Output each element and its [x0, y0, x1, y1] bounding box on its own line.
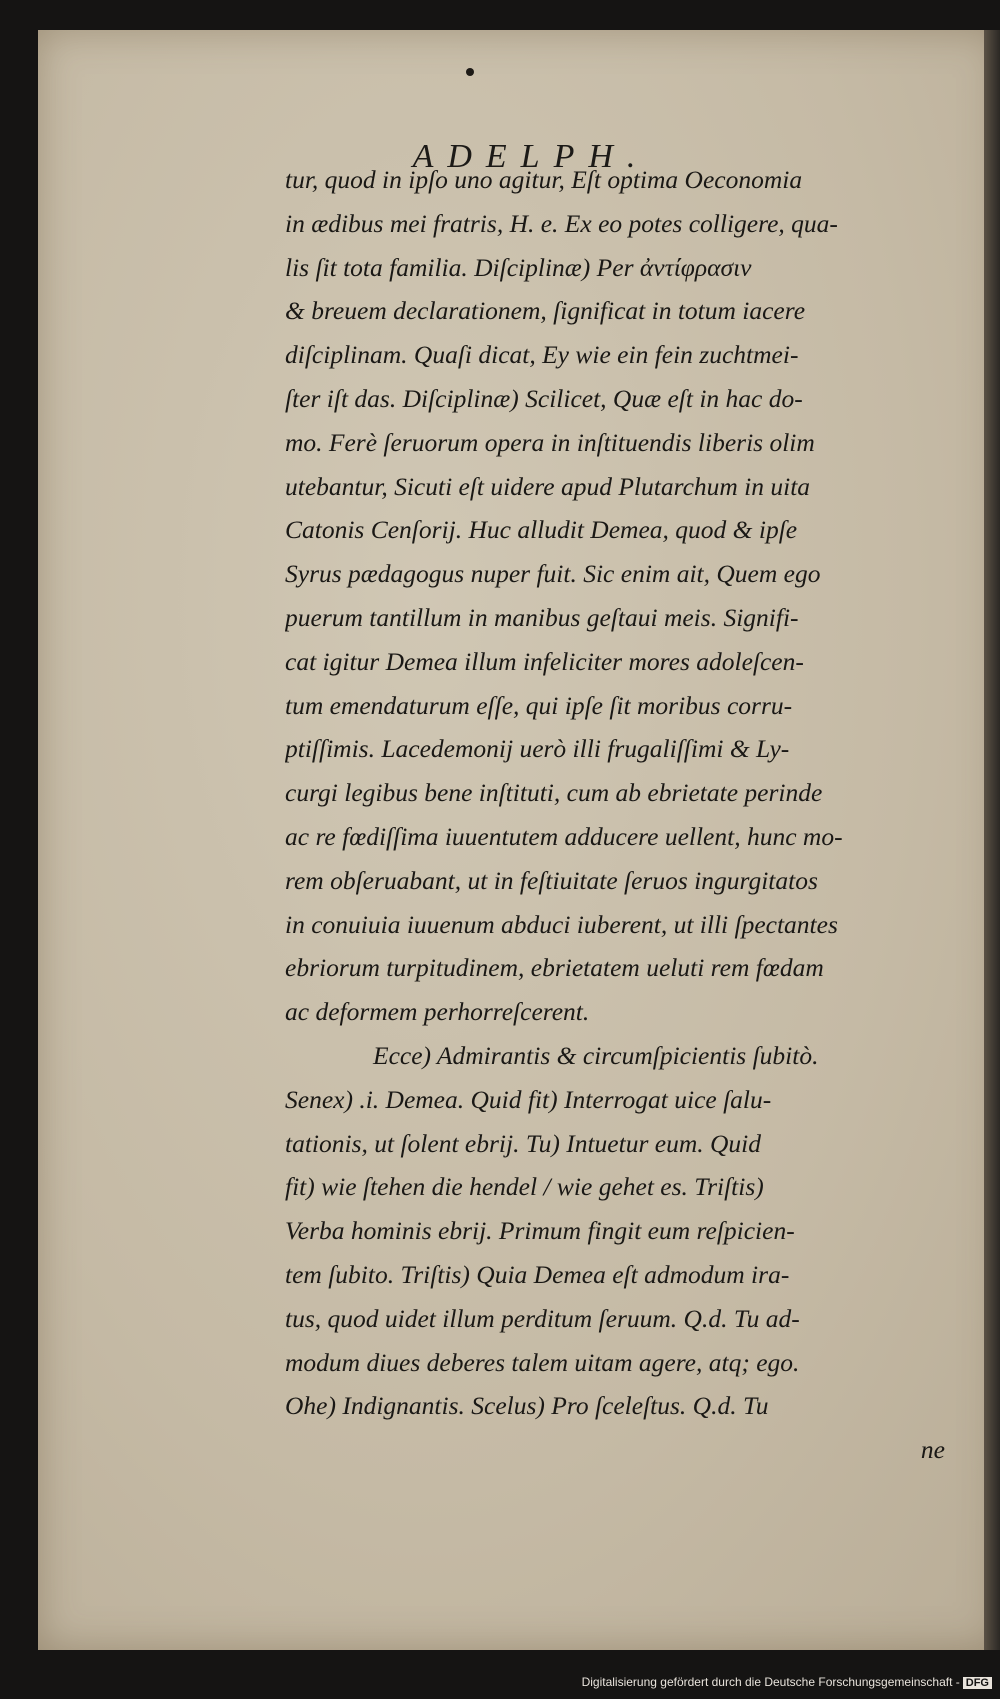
dfg-logo: DFG	[963, 1677, 992, 1689]
text-line: ac deformem perhorreſcerent.	[285, 997, 590, 1027]
text-line: ac re fœdiſſima iuuentutem adducere uellent, hunc mo-	[285, 821, 843, 851]
text-line: in conuiuia iuuenum abduci iuberent, ut illi ſpectantes	[285, 909, 838, 939]
text-line: ebriorum turpitudinem, ebrietatem ueluti rem fœdam	[285, 953, 824, 983]
text-line: rem obſeruabant, ut in feſtiuitate ſeruos ingurgitatos	[285, 865, 818, 895]
page-edge	[984, 30, 1000, 1650]
text-line: Senex) .i. Demea. Quid fit) Interrogat uice ſalu-	[285, 1084, 772, 1114]
text-line: lis ſit tota familia. Diſciplinæ) Per ἀντίφρασιν	[285, 252, 752, 282]
pin-mark	[466, 68, 474, 76]
text-line: tus, quod uidet illum perditum ſeruum. Q.d. Tu ad-	[285, 1303, 800, 1333]
text-line: & breuem declarationem, ſignificat in totum iacere	[285, 296, 806, 326]
text-line-indented: Ecce) Admirantis & circumſpicientis ſubitò.	[373, 1040, 819, 1070]
text-line: tum emendaturum eſſe, qui ipſe ſit moribus corru-	[285, 690, 793, 720]
text-line: tur, quod in ipſo uno agitur, Eſt optima Oeconomia	[285, 165, 803, 194]
text-line: ſter iſt das. Diſciplinæ) Scilicet, Quæ eſt in hac do-	[285, 383, 803, 413]
digitization-credit	[582, 1675, 992, 1689]
text-line: puerum tantillum in manibus geſtaui meis. Signifi-	[285, 602, 799, 632]
text-line: in ædibus mei fratris, H. e. Ex eo potes colligere, qua-	[285, 208, 838, 238]
credit-text: Digitalisierung gefördert durch die Deutsche Forschungsgemeinschaft -	[581, 1675, 960, 1689]
text-line: Syrus pædagogus nuper fuit. Sic enim ait, Quem ego	[285, 559, 821, 589]
text-line: diſciplinam. Quaſi dicat, Ey wie ein fein zuchtmei-	[285, 340, 799, 370]
text-line: modum diues deberes talem uitam agere, atq; ego.	[285, 1347, 800, 1377]
text-line: fit) wie ſtehen die hendel / wie gehet es. Triſtis)	[285, 1172, 764, 1202]
text-line: cat igitur Demea illum infeliciter mores adoleſcen-	[285, 646, 804, 676]
text-line: curgi legibus bene inſtituti, cum ab ebrietate perinde	[285, 778, 823, 808]
text-line: Verba hominis ebrij. Primum fingit eum reſpicien-	[285, 1216, 795, 1246]
body-text	[285, 158, 985, 1472]
text-line: Catonis Cenſorij. Huc alludit Demea, quod & ipſe	[285, 515, 798, 545]
text-line: mo. Ferè ſeruorum opera in inſtituendis liberis olim	[285, 427, 815, 457]
text-line: tem ſubito. Triſtis) Quia Demea eſt admodum ira-	[285, 1259, 790, 1289]
running-head: ADELPH.	[412, 138, 650, 175]
text-line: tationis, ut ſolent ebrij. Tu) Intuetur eum. Quid	[285, 1128, 761, 1158]
text-line: utebantur, Sicuti eſt uidere apud Plutarchum in uita	[285, 471, 811, 501]
text-line: Ohe) Indignantis. Scelus) Pro ſceleſtus. Q.d. Tu	[285, 1391, 769, 1421]
catchword: ne	[920, 1435, 945, 1465]
text-line: ptiſſimis. Lacedemonij uerò illi frugaliſſimi & Ly-	[285, 734, 790, 764]
